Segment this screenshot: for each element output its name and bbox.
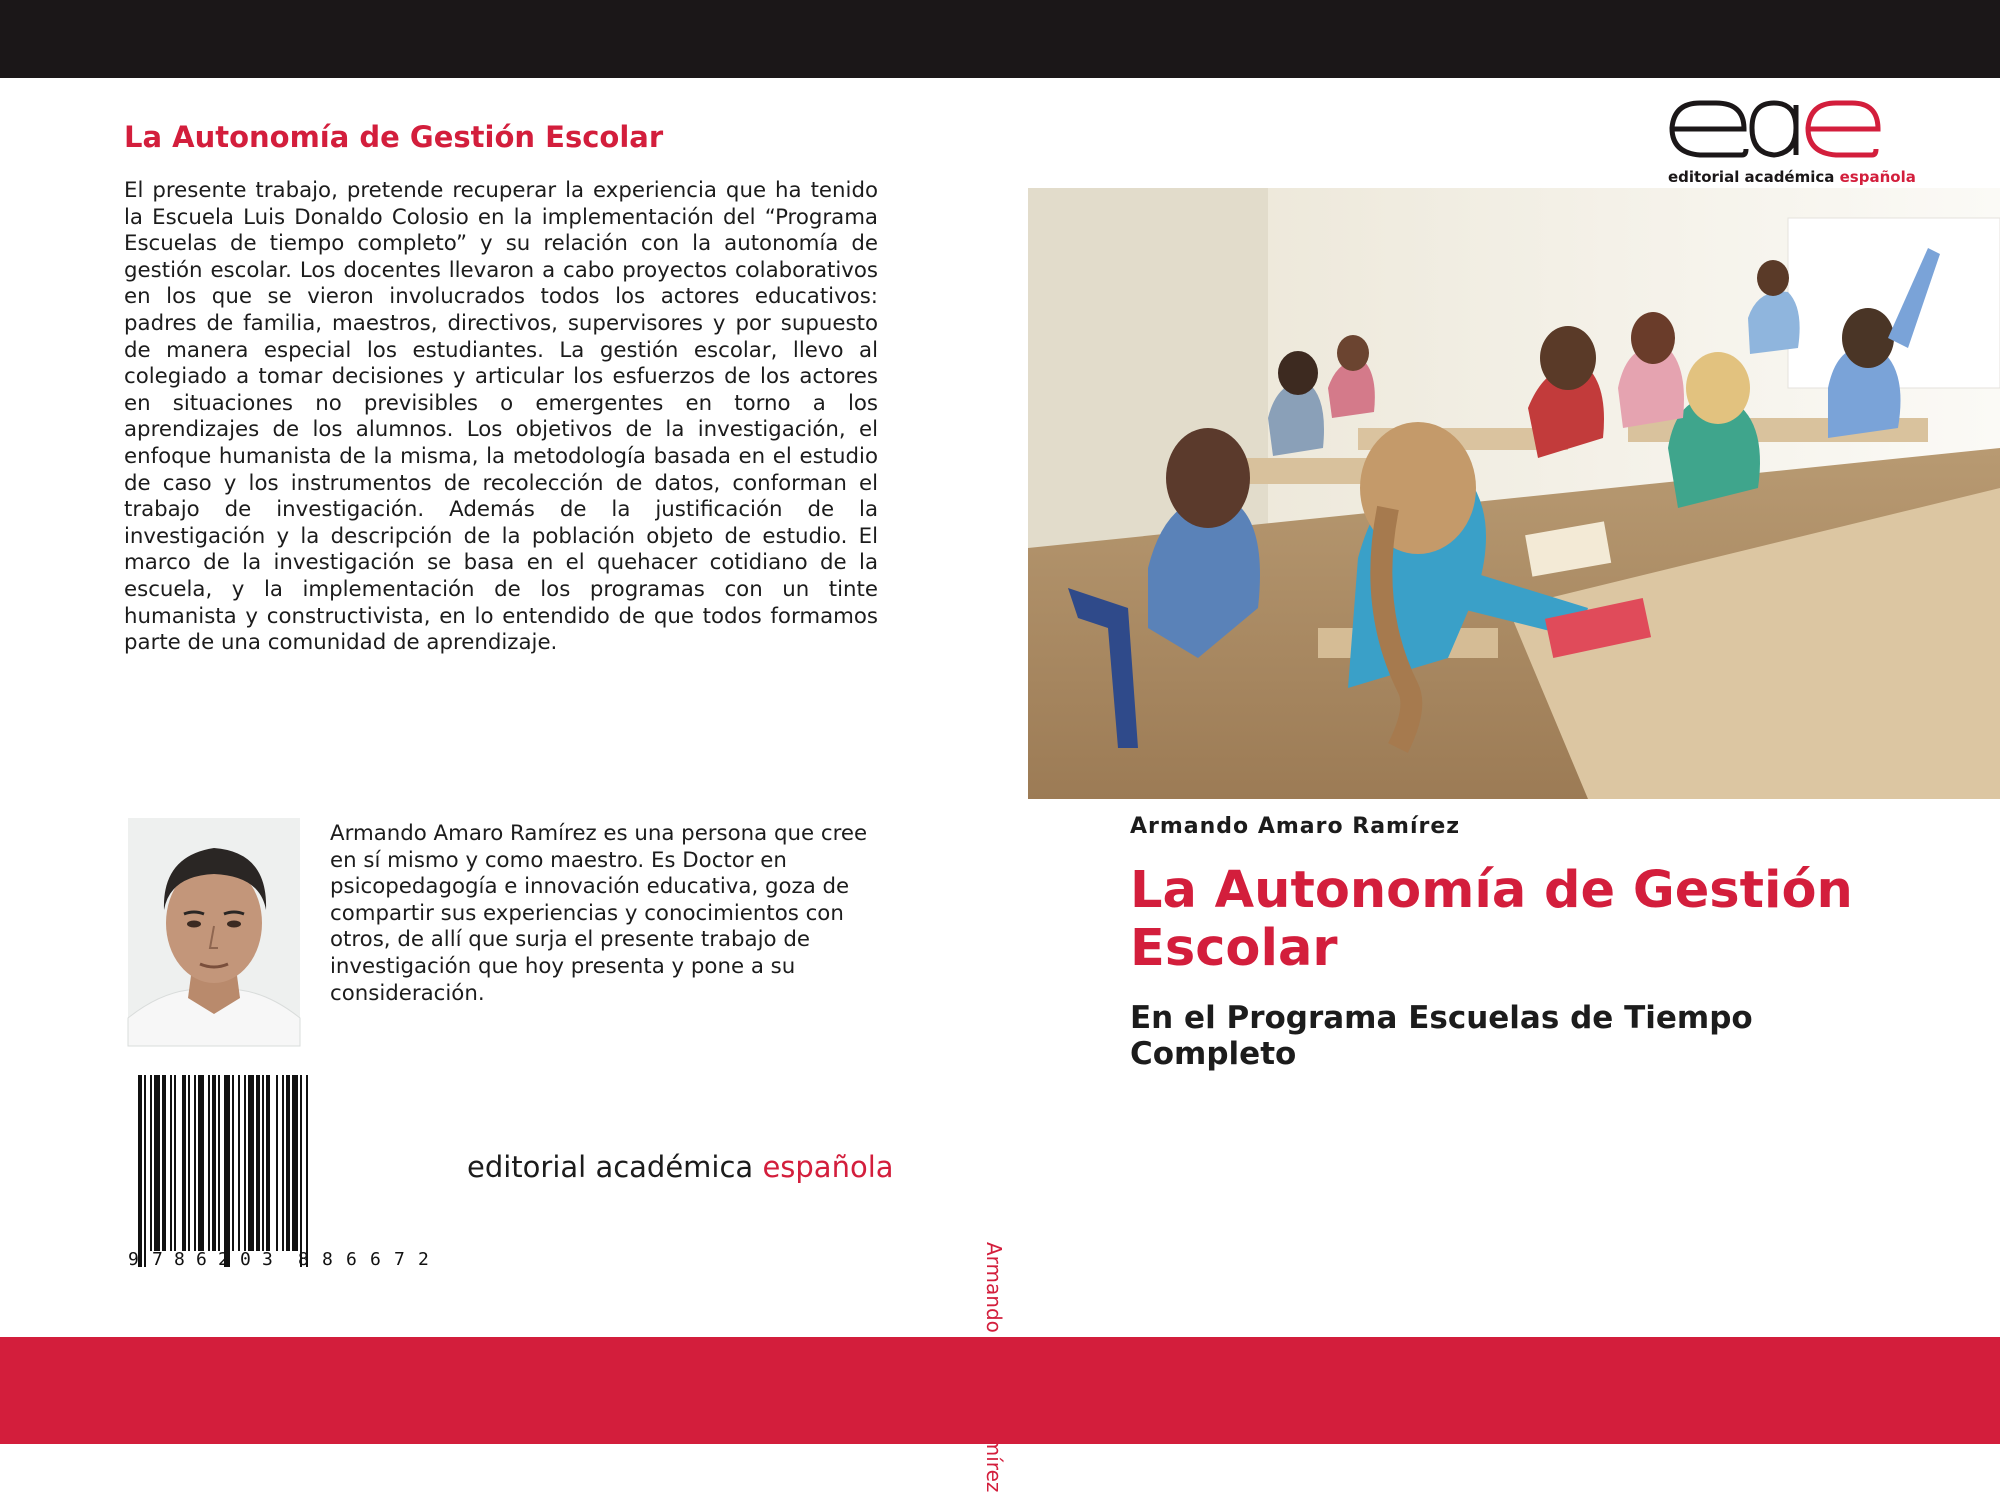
- isbn-digit: 8: [298, 1249, 309, 1270]
- author-photo: [128, 818, 300, 1046]
- eae-logo: [1666, 95, 1916, 191]
- isbn-digit: 6: [196, 1249, 207, 1270]
- barcode-bar: [218, 1075, 220, 1251]
- bottom-red-band: [0, 1337, 2000, 1444]
- svg-text:editorial académica española: [1668, 168, 1916, 186]
- logo-caption-accent: española: [1839, 168, 1916, 186]
- barcode-bar: [262, 1075, 264, 1251]
- classroom-illustration: [1028, 188, 2000, 799]
- barcode-bar: [194, 1075, 196, 1251]
- isbn-digit: 7: [394, 1249, 405, 1270]
- barcode-bar: [300, 1075, 302, 1267]
- logo-caption-main: editorial académica: [1668, 168, 1835, 186]
- barcode-bar: [188, 1075, 190, 1251]
- barcode-bar: [276, 1075, 278, 1251]
- back-cover-title: La Autonomía de Gestión Escolar: [124, 120, 664, 154]
- barcode-bar: [154, 1075, 160, 1251]
- isbn-digit: 2: [418, 1249, 429, 1270]
- barcode-bar: [266, 1075, 270, 1251]
- barcode-bar: [138, 1075, 142, 1267]
- author-portrait-illustration: [128, 818, 300, 1046]
- barcode-bar: [232, 1075, 234, 1251]
- back-cover-blurb: El presente trabajo, pretende recuperar la experiencia que ha tenido la Escuela Luis Donaldo Colosio en la implementación del “Programa Escuelas de tiempo completo” y su relación con la autonomía de gestión escolar. Los docentes llevaron a cabo proyectos colaborativos en los que se vieron involucrados todos los actores educativos: padres de familia, maestros, directivos, supervisores y por supuesto de manera especial los estudiantes. La gestión escolar, llevo al colegiado a tomar decisiones y articular los esfuerzos de los actores en situaciones no previsibles o emergentes en torno a los aprendizajes de los alumnos. Los objetivos de la investigación, el enfoque humanista de la misma, la metodología basada en el estudio de caso y los instrumentos de recolección de datos, conforman el trabajo de investigación. Además de la justificación de la investigación y la descripción de la población objeto de estudio. El marco de la investigación se basa en el quehacer cotidiano de la escuela, y la implementación de los programas con un tinte humanista y constructivista, en lo entendido de que todos formamos parte de una comunidad de aprendizaje.: [124, 178, 878, 656]
- isbn-digit: 0: [240, 1249, 251, 1270]
- barcode-bar: [244, 1075, 246, 1251]
- front-cover-subtitle: En el Programa Escuelas de Tiempo Completo: [1130, 1000, 1753, 1072]
- publisher-accent: española: [762, 1150, 894, 1184]
- barcode-bar: [286, 1075, 290, 1251]
- author-bio: Armando Amaro Ramírez es una persona que cree en sí mismo y como maestro. Es Doctor en psicopedagogía e innovación educativa, goza de compartir sus experiencias y conocimientos con otros, de allí que surja el presente trabajo de investigación que hoy presenta y pone a su consideración.: [330, 821, 868, 1006]
- barcode-bar: [208, 1075, 210, 1251]
- barcode-bar: [174, 1075, 176, 1251]
- barcode-bar: [282, 1075, 284, 1251]
- publisher-name-back: [467, 1150, 894, 1184]
- isbn-digit: 8: [322, 1249, 333, 1270]
- isbn-barcode: [126, 1075, 451, 1270]
- front-cover-title: La Autonomía de Gestión Escolar: [1130, 861, 1853, 978]
- barcode-bar: [144, 1075, 146, 1267]
- barcode-bar: [212, 1075, 216, 1251]
- isbn-digit: 6: [346, 1249, 357, 1270]
- isbn-digit: 2: [218, 1249, 229, 1270]
- isbn-digit: 9: [128, 1249, 139, 1270]
- barcode-bar: [162, 1075, 166, 1251]
- publisher-main: editorial académica: [467, 1150, 754, 1184]
- barcode-bar: [170, 1075, 172, 1251]
- barcode-bar: [306, 1075, 308, 1267]
- front-cover-author: Armando Amaro Ramírez: [1130, 814, 1461, 839]
- barcode-bar: [150, 1075, 152, 1251]
- barcode-bar: [198, 1075, 204, 1251]
- isbn-digit: 7: [152, 1249, 163, 1270]
- barcode-graphic: [126, 1075, 451, 1270]
- isbn-digit: 6: [370, 1249, 381, 1270]
- isbn-digit: 3: [262, 1249, 273, 1270]
- barcode-bar: [224, 1075, 230, 1267]
- isbn-digit: 8: [174, 1249, 185, 1270]
- top-dark-band: [0, 0, 2000, 78]
- eae-logo-mark: [1666, 95, 1916, 191]
- cover-photo-classroom: [1028, 188, 2000, 799]
- barcode-bar: [238, 1075, 240, 1251]
- barcode-bar: [248, 1075, 254, 1251]
- barcode-bar: [292, 1075, 298, 1251]
- barcode-bar: [256, 1075, 260, 1251]
- barcode-bar: [182, 1075, 186, 1251]
